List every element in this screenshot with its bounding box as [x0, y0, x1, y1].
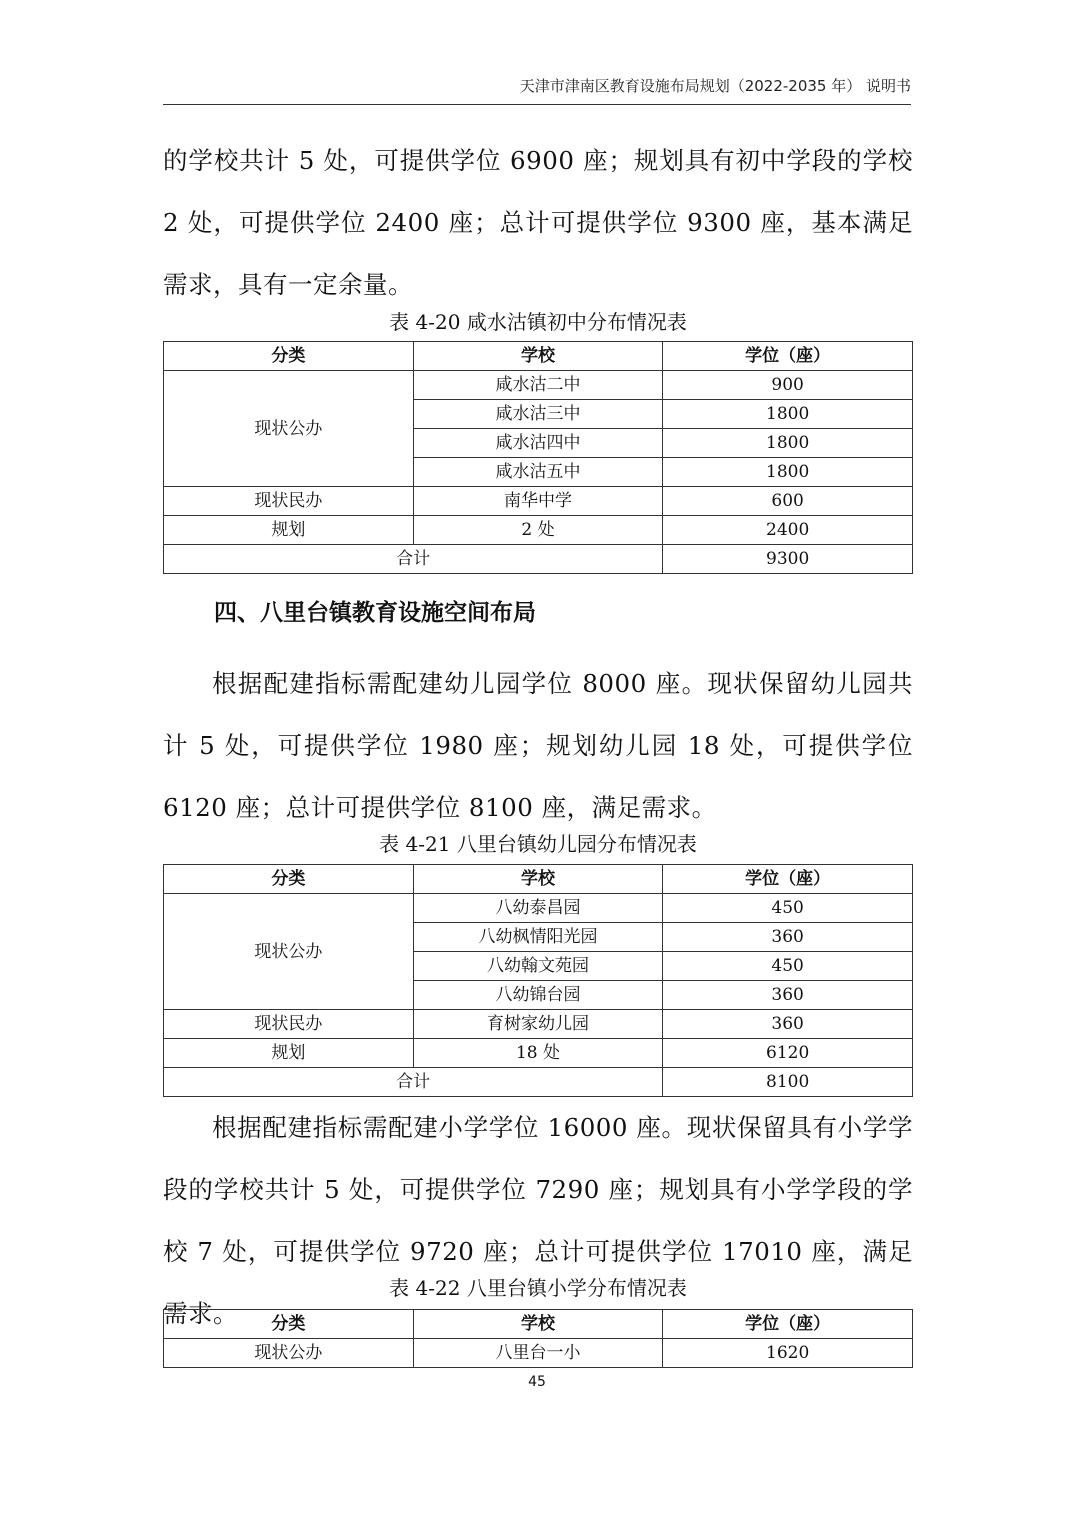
- header-category: 分类: [164, 865, 414, 894]
- school-cell: 八幼翰文苑园: [413, 952, 663, 981]
- total-label: 合计: [164, 1068, 663, 1097]
- seats-cell: 1800: [663, 400, 913, 429]
- category-cell: 现状民办: [164, 487, 414, 516]
- seats-cell: 1800: [663, 458, 913, 487]
- seats-cell: 360: [663, 981, 913, 1010]
- school-cell: 咸水沽二中: [413, 371, 663, 400]
- category-cell: 现状公办: [164, 1339, 414, 1368]
- header-school: 学校: [413, 1310, 663, 1339]
- total-label: 合计: [164, 545, 663, 574]
- table-total-row: [164, 545, 913, 574]
- school-cell: 八幼泰昌园: [413, 894, 663, 923]
- table-4-21: [163, 864, 913, 1097]
- table-4-20-caption: 表 4-20 咸水沽镇初中分布情况表: [389, 310, 687, 334]
- header-category: 分类: [164, 342, 414, 371]
- seats-cell: 900: [663, 371, 913, 400]
- table-4-21-caption: 表 4-21 八里台镇幼儿园分布情况表: [379, 832, 697, 856]
- table-row: [164, 1339, 913, 1368]
- category-cell: 现状民办: [164, 1010, 414, 1039]
- seats-cell: 360: [663, 1010, 913, 1039]
- total-value: 8100: [663, 1068, 913, 1097]
- header-seats: 学位（座）: [663, 342, 913, 371]
- table-row: [164, 516, 913, 545]
- table-header-row: [164, 342, 913, 371]
- school-cell: 咸水沽五中: [413, 458, 663, 487]
- school-cell: 咸水沽四中: [413, 429, 663, 458]
- school-cell: 18 处: [413, 1039, 663, 1068]
- seats-cell: 600: [663, 487, 913, 516]
- total-value: 9300: [663, 545, 913, 574]
- table-row: [164, 1039, 913, 1068]
- table-4-20: [163, 341, 913, 574]
- category-cell: 规划: [164, 516, 414, 545]
- seats-cell: 1620: [663, 1339, 913, 1368]
- table-4-22: [163, 1309, 913, 1368]
- seats-cell: 450: [663, 894, 913, 923]
- header-school: 学校: [413, 342, 663, 371]
- school-cell: 八里台一小: [413, 1339, 663, 1368]
- header-category: 分类: [164, 1310, 414, 1339]
- table-row: [164, 894, 913, 923]
- paragraph-primary-school-summary: 根据配建指标需配建小学学位 16000 座。现状保留具有小学学段的学校共计 5 处，可提供学位 7290 座；规划具有小学学段的学校 7 处，可提供学位 9720 座；总计可提供学位 17010 座，满足需求。: [163, 1113, 913, 1328]
- table-row: [164, 371, 913, 400]
- school-cell: 南华中学: [413, 487, 663, 516]
- seats-cell: 1800: [663, 429, 913, 458]
- seats-cell: 360: [663, 923, 913, 952]
- category-cell: 现状公办: [164, 371, 414, 487]
- running-header: 天津市津南区教育设施布局规划（2022-2035 年） 说明书: [163, 76, 911, 105]
- seats-cell: 6120: [663, 1039, 913, 1068]
- section-heading: 四、八里台镇教育设施空间布局: [214, 600, 536, 626]
- paragraph-middle-school-summary: 的学校共计 5 处，可提供学位 6900 座；规划具有初中学段的学校 2 处，可提供学位 2400 座；总计可提供学位 9300 座，基本满足需求，具有一定余量。: [163, 146, 913, 299]
- category-cell: 现状公办: [164, 894, 414, 1010]
- school-cell: 育树家幼儿园: [413, 1010, 663, 1039]
- table-header-row: [164, 865, 913, 894]
- school-cell: 2 处: [413, 516, 663, 545]
- category-cell: 规划: [164, 1039, 414, 1068]
- paragraph-kindergarten-summary: 根据配建指标需配建幼儿园学位 8000 座。现状保留幼儿园共计 5 处，可提供学位 1980 座；规划幼儿园 18 处，可提供学位 6120 座；总计可提供学位 8100 座，满足需求。: [163, 669, 913, 822]
- header-school: 学校: [413, 865, 663, 894]
- school-cell: 咸水沽三中: [413, 400, 663, 429]
- table-row: [164, 1010, 913, 1039]
- table-4-22-caption: 表 4-22 八里台镇小学分布情况表: [389, 1276, 687, 1300]
- seats-cell: 450: [663, 952, 913, 981]
- header-seats: 学位（座）: [663, 865, 913, 894]
- school-cell: 八幼枫情阳光园: [413, 923, 663, 952]
- table-row: [164, 487, 913, 516]
- header-seats: 学位（座）: [663, 1310, 913, 1339]
- seats-cell: 2400: [663, 516, 913, 545]
- school-cell: 八幼锦台园: [413, 981, 663, 1010]
- page-number: 45: [528, 1374, 546, 1390]
- table-total-row: [164, 1068, 913, 1097]
- table-header-row: [164, 1310, 913, 1339]
